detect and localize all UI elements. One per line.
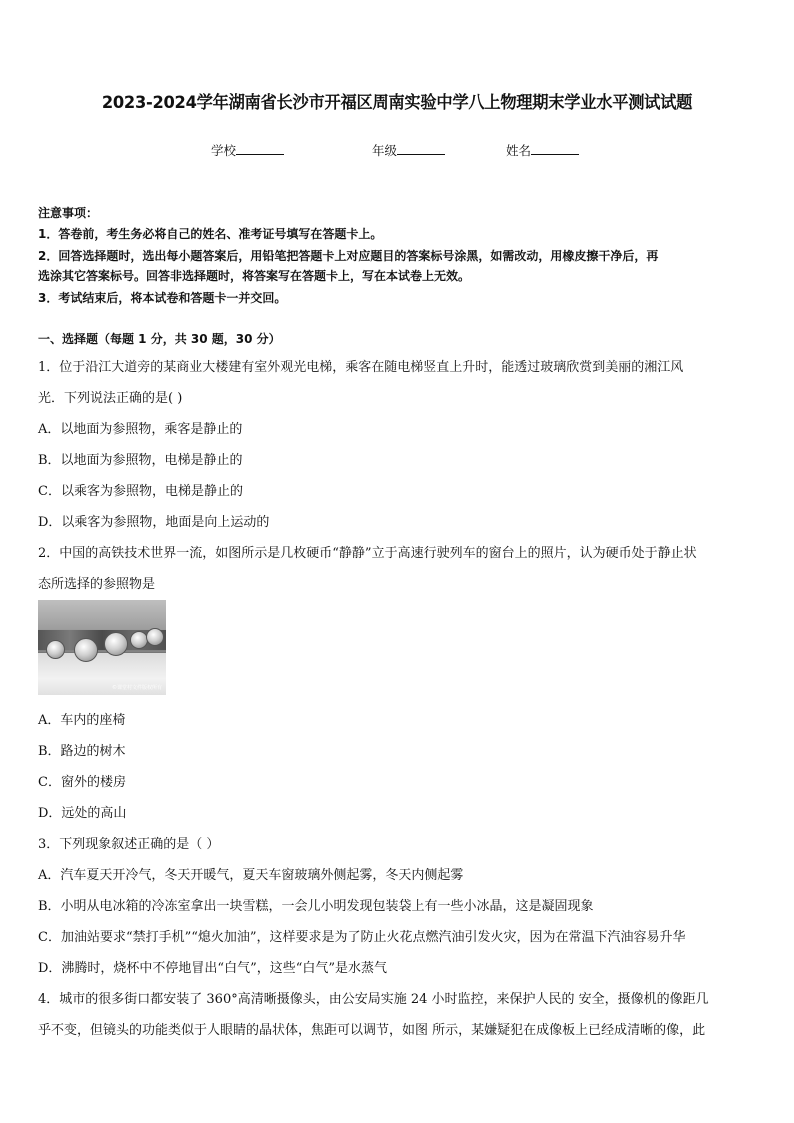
question-4-stem-cont: 乎不变，但镜头的功能类似于人眼睛的晶状体，焦距可以调节，如图 所示，某嫌疑犯在成像板上已经成清晰的像，此 [38,1023,706,1038]
question-1-option-c: C．以乘客为参照物，电梯是静止的 [38,484,243,499]
section-heading: 一、选择题（每题 1 分，共 30 题，30 分） [38,332,281,346]
question-2-option-d: D．远处的高山 [38,806,127,821]
grade-blank[interactable] [397,142,445,155]
name-blank[interactable] [531,142,579,155]
notice-item: 2．回答选择题时，选出每小题答案后，用铅笔把答题卡上对应题目的答案标号涂黑，如需改动，用橡皮擦干净后，再 [38,249,659,263]
question-2-stem: 2．中国的高铁技术世界一流，如图所示是几枚硬币“静静”立于高速行驶列车的窗台上的照片，认为硬币处于静止状 [38,546,697,561]
grade-field[interactable] [372,141,445,159]
school-blank[interactable] [236,142,284,155]
question-3-option-b: B．小明从电冰箱的冷冻室拿出一块雪糕，一会儿小明发现包装袋上有一些小冰晶，这是凝固现象 [38,899,594,914]
coin [104,632,128,656]
coin [46,640,65,659]
question-1-option-d: D．以乘客为参照物，地面是向上运动的 [38,515,270,530]
question-3-option-a: A．汽车夏天开冷气，冬天开暖气，夏天车窗玻璃外侧起雾，冬天内侧起雾 [38,868,464,883]
question-4-stem: 4．城市的很多街口都安装了 360°高清晰摄像头，由公安局实施 24 小时监控，来保护人民的 安全，摄像机的像距几 [38,992,709,1007]
coin [130,631,148,649]
notice-item: 选涂其它答案标号。回答非选择题时，将答案写在答题卡上，写在本试卷上无效。 [38,269,471,283]
notice-item: 1．答卷前，考生务必将自己的姓名、准考证号填写在答题卡上。 [38,227,383,241]
page-title: 2023-2024学年湖南省长沙市开福区周南实验中学八上物理期末学业水平测试试题 [101,93,693,113]
question-1-stem: 1．位于沿江大道旁的某商业大楼建有室外观光电梯，乘客在随电梯竖直上升时，能透过玻璃欣赏到美丽的湘江风 [38,360,684,375]
question-2-option-b: B．路边的树木 [38,744,126,759]
name-field[interactable] [506,141,579,159]
coin [146,628,164,646]
grade-label: 年级 [372,143,398,158]
question-2-option-a: A．车内的座椅 [38,713,126,728]
photo-caption: ©课堂村文件版权所有 [112,685,163,691]
coins-on-windowsill-photo [38,600,166,695]
question-3-option-c: C．加油站要求“禁打手机”“熄火加油”，这样要求是为了防止火花点燃汽油引发火灾，因为在常温下汽油容易升华 [38,930,686,945]
school-field[interactable] [211,141,284,159]
question-1-stem-cont: 光．下列说法正确的是( ) [38,391,183,406]
question-2-option-c: C．窗外的楼房 [38,775,126,790]
school-label: 学校 [211,143,237,158]
coin [74,638,98,662]
name-label: 姓名 [506,143,532,158]
question-3-stem: 3．下列现象叙述正确的是（ ） [38,837,220,852]
question-3-option-d: D．沸腾时，烧杯中不停地冒出“白气”，这些“白气”是水蒸气 [38,961,388,976]
notice-heading: 注意事项： [38,206,99,220]
notice-item: 3．考试结束后，将本试卷和答题卡一并交回。 [38,291,287,305]
question-1-option-b: B．以地面为参照物，电梯是静止的 [38,453,243,468]
question-1-option-a: A．以地面为参照物，乘客是静止的 [38,422,243,437]
question-2-stem-cont: 态所选择的参照物是 [38,577,156,592]
